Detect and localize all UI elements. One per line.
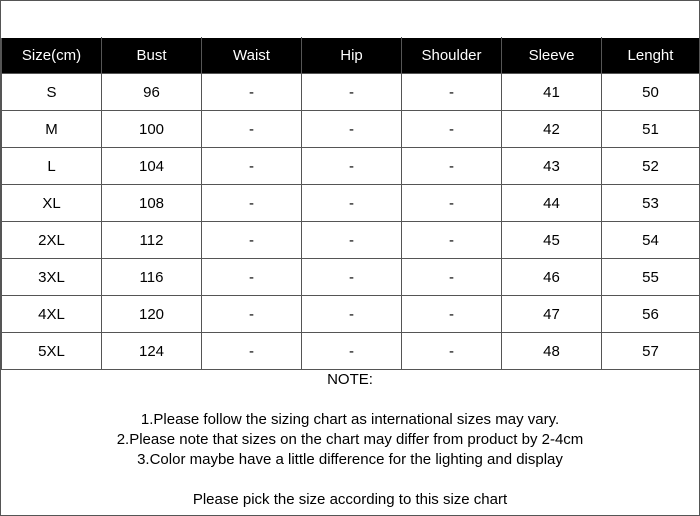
cell-waist: - — [202, 74, 302, 111]
cell-length: 53 — [602, 185, 700, 222]
cell-length: 50 — [602, 74, 700, 111]
header-waist: Waist — [202, 38, 302, 74]
cell-bust: 96 — [102, 74, 202, 111]
cell-size: XL — [2, 185, 102, 222]
cell-shoulder: - — [402, 185, 502, 222]
cell-waist: - — [202, 296, 302, 333]
cell-waist: - — [202, 259, 302, 296]
cell-hip: - — [302, 222, 402, 259]
cell-hip: - — [302, 296, 402, 333]
note-line-2: 2.Please note that sizes on the chart may differ from product by 2-4cm — [116, 431, 584, 448]
table-row — [2, 333, 700, 370]
table-row — [2, 296, 700, 333]
cell-sleeve: 44 — [502, 185, 602, 222]
cell-shoulder: - — [402, 333, 502, 370]
cell-length: 57 — [602, 333, 700, 370]
cell-sleeve: 45 — [502, 222, 602, 259]
cell-sleeve: 48 — [502, 333, 602, 370]
cell-hip: - — [302, 74, 402, 111]
cell-hip: - — [302, 259, 402, 296]
cell-bust: 112 — [102, 222, 202, 259]
cell-size: 3XL — [2, 259, 102, 296]
cell-shoulder: - — [402, 222, 502, 259]
cell-waist: - — [202, 333, 302, 370]
cell-size: S — [2, 74, 102, 111]
header-bust: Bust — [102, 38, 202, 74]
cell-hip: - — [302, 333, 402, 370]
cell-length: 51 — [602, 111, 700, 148]
table-row — [2, 74, 700, 111]
table-header-row — [2, 38, 700, 74]
header-sleeve: Sleeve — [502, 38, 602, 74]
table-row — [2, 222, 700, 259]
cell-sleeve: 47 — [502, 296, 602, 333]
table-row — [2, 111, 700, 148]
cell-hip: - — [302, 148, 402, 185]
cell-length: 54 — [602, 222, 700, 259]
cell-waist: - — [202, 222, 302, 259]
cell-length: 52 — [602, 148, 700, 185]
cell-shoulder: - — [402, 148, 502, 185]
cell-waist: - — [202, 185, 302, 222]
cell-bust: 108 — [102, 185, 202, 222]
cell-bust: 124 — [102, 333, 202, 370]
cell-shoulder: - — [402, 296, 502, 333]
cell-sleeve: 43 — [502, 148, 602, 185]
note-title: NOTE: — [327, 371, 373, 388]
cell-size: L — [2, 148, 102, 185]
header-length: Lenght — [602, 38, 700, 74]
table-row — [2, 259, 700, 296]
cell-shoulder: - — [402, 111, 502, 148]
header-size: Size(cm) — [2, 38, 102, 74]
cell-size: 5XL — [2, 333, 102, 370]
size-chart-table — [1, 37, 700, 370]
header-hip: Hip — [302, 38, 402, 74]
header-shoulder: Shoulder — [402, 38, 502, 74]
table-row — [2, 148, 700, 185]
cell-bust: 116 — [102, 259, 202, 296]
cell-size: M — [2, 111, 102, 148]
cell-hip: - — [302, 111, 402, 148]
cell-sleeve: 41 — [502, 74, 602, 111]
cell-waist: - — [202, 111, 302, 148]
note-line-3: 3.Color maybe have a little difference for the lighting and display — [137, 451, 563, 468]
cell-bust: 100 — [102, 111, 202, 148]
cell-size: 2XL — [2, 222, 102, 259]
cell-shoulder: - — [402, 259, 502, 296]
note-footer: Please pick the size according to this size chart — [192, 491, 508, 508]
cell-size: 4XL — [2, 296, 102, 333]
cell-hip: - — [302, 185, 402, 222]
note-line-1: 1.Please follow the sizing chart as international sizes may vary. — [140, 411, 560, 428]
cell-bust: 120 — [102, 296, 202, 333]
cell-sleeve: 42 — [502, 111, 602, 148]
cell-bust: 104 — [102, 148, 202, 185]
cell-sleeve: 46 — [502, 259, 602, 296]
cell-length: 56 — [602, 296, 700, 333]
cell-shoulder: - — [402, 74, 502, 111]
cell-waist: - — [202, 148, 302, 185]
table-row — [2, 185, 700, 222]
notes-section — [1, 370, 699, 510]
cell-length: 55 — [602, 259, 700, 296]
